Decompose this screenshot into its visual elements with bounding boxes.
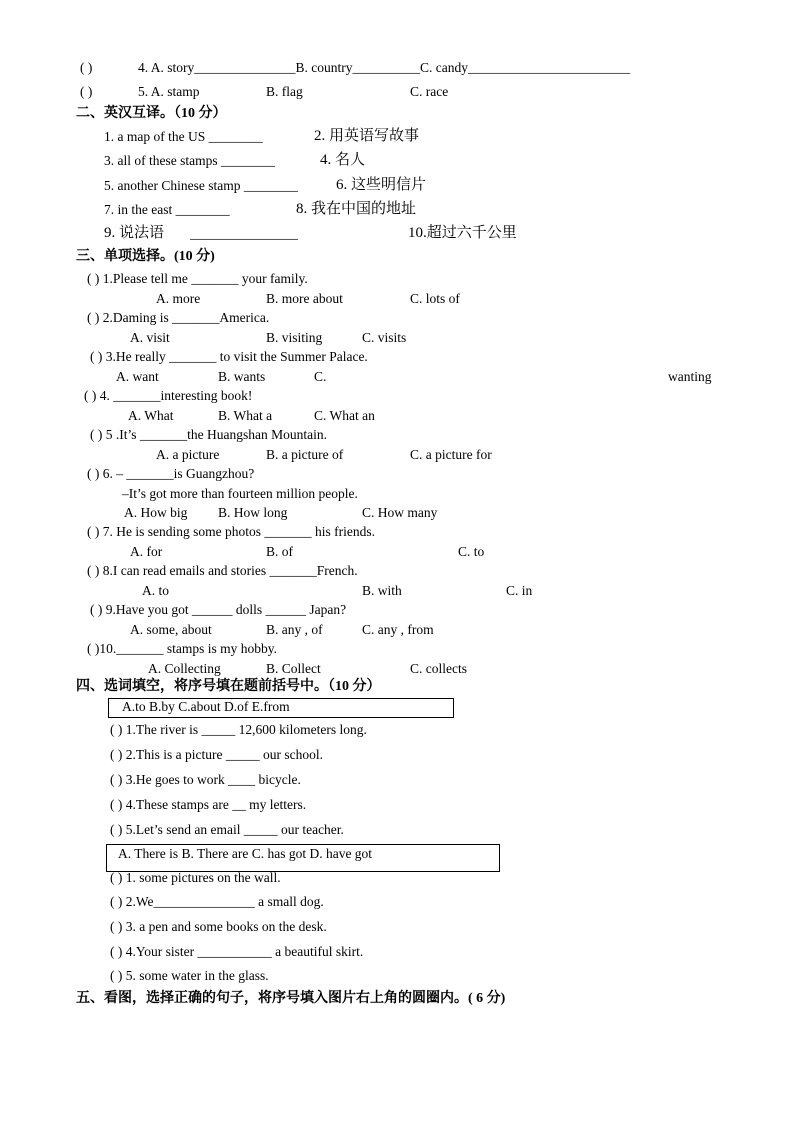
mc-q9-stem: ( ) 9.Have you got ______ dolls ______ Japan?: [90, 602, 347, 617]
translation-item-10: 10.超过六千公里: [408, 225, 517, 241]
section-4-heading: 四、选词填空，将序号填在题前括号中。（10 分）: [76, 679, 381, 694]
mc-q5-option-b[interactable]: B. a picture of: [266, 447, 344, 462]
mc-q10-option-c[interactable]: C. collects: [410, 661, 467, 676]
mc-q10-option-a[interactable]: A. Collecting: [148, 661, 221, 676]
question-5-paren[interactable]: ( ): [80, 84, 93, 99]
mc-q4-option-a[interactable]: A. What: [128, 408, 174, 423]
question-4-options: 4. A. story_______________B. country__________C. candy________________________: [138, 60, 630, 75]
fill-1-item-5: ( ) 5.Let’s send an email _____ our teacher.: [110, 822, 344, 837]
translation-item-9-blank[interactable]: ________________: [190, 226, 298, 241]
fill-2-item-5: ( ) 5. some water in the glass.: [110, 968, 269, 983]
mc-q3-option-c[interactable]: C.: [314, 369, 327, 384]
section-5-heading: 五、看图，选择正确的句子，将序号填入图片右上角的圆圈内。( 6 分): [76, 991, 506, 1006]
mc-q7-option-a[interactable]: A. for: [130, 544, 163, 559]
mc-q9-option-b[interactable]: B. any , of: [266, 622, 323, 637]
fill-2-item-3: ( ) 3. a pen and some books on the desk.: [110, 919, 327, 934]
mc-q3-option-c-text: wanting: [668, 369, 712, 384]
word-bank-1: A.to B.by C.about D.of E.from: [122, 699, 290, 714]
mc-q6-stem: ( ) 6. – _______is Guangzhou?: [87, 466, 255, 481]
mc-q3-option-b[interactable]: B. wants: [218, 369, 266, 384]
translation-item-4: 4. 名人: [320, 152, 366, 168]
fill-1-item-2: ( ) 2.This is a picture _____ our school.: [110, 747, 323, 762]
mc-q2-option-a[interactable]: A. visit: [130, 330, 170, 345]
mc-q6-option-c[interactable]: C. How many: [362, 505, 438, 520]
translation-item-6: 6. 这些明信片: [336, 177, 427, 193]
mc-q8-stem: ( ) 8.I can read emails and stories _______French.: [87, 563, 358, 578]
mc-q3-stem: ( ) 3.He really _______ to visit the Summer Palace.: [90, 349, 368, 364]
mc-q2-stem: ( ) 2.Daming is _______America.: [87, 310, 270, 325]
mc-q2-option-c[interactable]: C. visits: [362, 330, 407, 345]
fill-2-item-4: ( ) 4.Your sister ___________ a beautiful skirt.: [110, 944, 364, 959]
fill-1-item-1: ( ) 1.The river is _____ 12,600 kilometers long.: [110, 722, 367, 737]
translation-item-8: 8. 我在中国的地址: [296, 201, 417, 217]
mc-q10-stem: ( )10._______ stamps is my hobby.: [87, 641, 277, 656]
mc-q8-option-a[interactable]: A. to: [142, 583, 169, 598]
mc-q6-option-b[interactable]: B. How long: [218, 505, 288, 520]
translation-item-7: 7. in the east ________: [104, 202, 230, 217]
mc-q4-option-b[interactable]: B. What a: [218, 408, 273, 423]
section-2-heading: 二、英汉互译。（10 分）: [76, 106, 227, 121]
translation-item-2: 2. 用英语写故事: [314, 128, 420, 144]
mc-q1-stem: ( ) 1.Please tell me _______ your family.: [87, 271, 308, 286]
mc-q7-option-b[interactable]: B. of: [266, 544, 293, 559]
translation-item-3: 3. all of these stamps ________: [104, 153, 275, 168]
fill-2-item-2: ( ) 2.We_______________ a small dog.: [110, 894, 324, 909]
fill-1-item-3: ( ) 3.He goes to work ____ bicycle.: [110, 772, 301, 787]
mc-q4-option-c[interactable]: C. What an: [314, 408, 375, 423]
mc-q1-option-b[interactable]: B. more about: [266, 291, 343, 306]
question-5-option-c: C. race: [410, 84, 449, 99]
fill-2-item-1: ( ) 1. some pictures on the wall.: [110, 870, 281, 885]
question-5-option-b: B. flag: [266, 84, 303, 99]
mc-q7-option-c[interactable]: C. to: [458, 544, 485, 559]
mc-q1-option-c[interactable]: C. lots of: [410, 291, 460, 306]
mc-q5-option-a[interactable]: A. a picture: [156, 447, 220, 462]
mc-q2-option-b[interactable]: B. visiting: [266, 330, 323, 345]
mc-q1-option-a[interactable]: A. more: [156, 291, 201, 306]
mc-q5-option-c[interactable]: C. a picture for: [410, 447, 492, 462]
question-4-paren[interactable]: ( ): [80, 60, 93, 75]
mc-q6-answer-line: –It’s got more than fourteen million people.: [122, 486, 358, 501]
translation-item-1: 1. a map of the US ________: [104, 129, 263, 144]
mc-q5-stem: ( ) 5 .It’s _______the Huangshan Mountain.: [90, 427, 327, 442]
section-3-heading: 三、单项选择。(10 分): [76, 249, 215, 264]
mc-q8-option-b[interactable]: B. with: [362, 583, 402, 598]
mc-q9-option-a[interactable]: A. some, about: [130, 622, 212, 637]
mc-q9-option-c[interactable]: C. any , from: [362, 622, 434, 637]
fill-1-item-4: ( ) 4.These stamps are __ my letters.: [110, 797, 307, 812]
translation-item-5: 5. another Chinese stamp ________: [104, 178, 298, 193]
mc-q4-stem: ( ) 4. _______interesting book!: [84, 388, 253, 403]
word-bank-2: A. There is B. There are C. has got D. have got: [118, 846, 373, 861]
question-5-option-a: 5. A. stamp: [138, 84, 200, 99]
mc-q6-option-a[interactable]: A. How big: [124, 505, 188, 520]
mc-q8-option-c[interactable]: C. in: [506, 583, 533, 598]
translation-item-9: 9. 说法语: [104, 225, 165, 241]
mc-q10-option-b[interactable]: B. Collect: [266, 661, 321, 676]
mc-q3-option-a[interactable]: A. want: [116, 369, 159, 384]
mc-q7-stem: ( ) 7. He is sending some photos _______ his friends.: [87, 524, 375, 539]
